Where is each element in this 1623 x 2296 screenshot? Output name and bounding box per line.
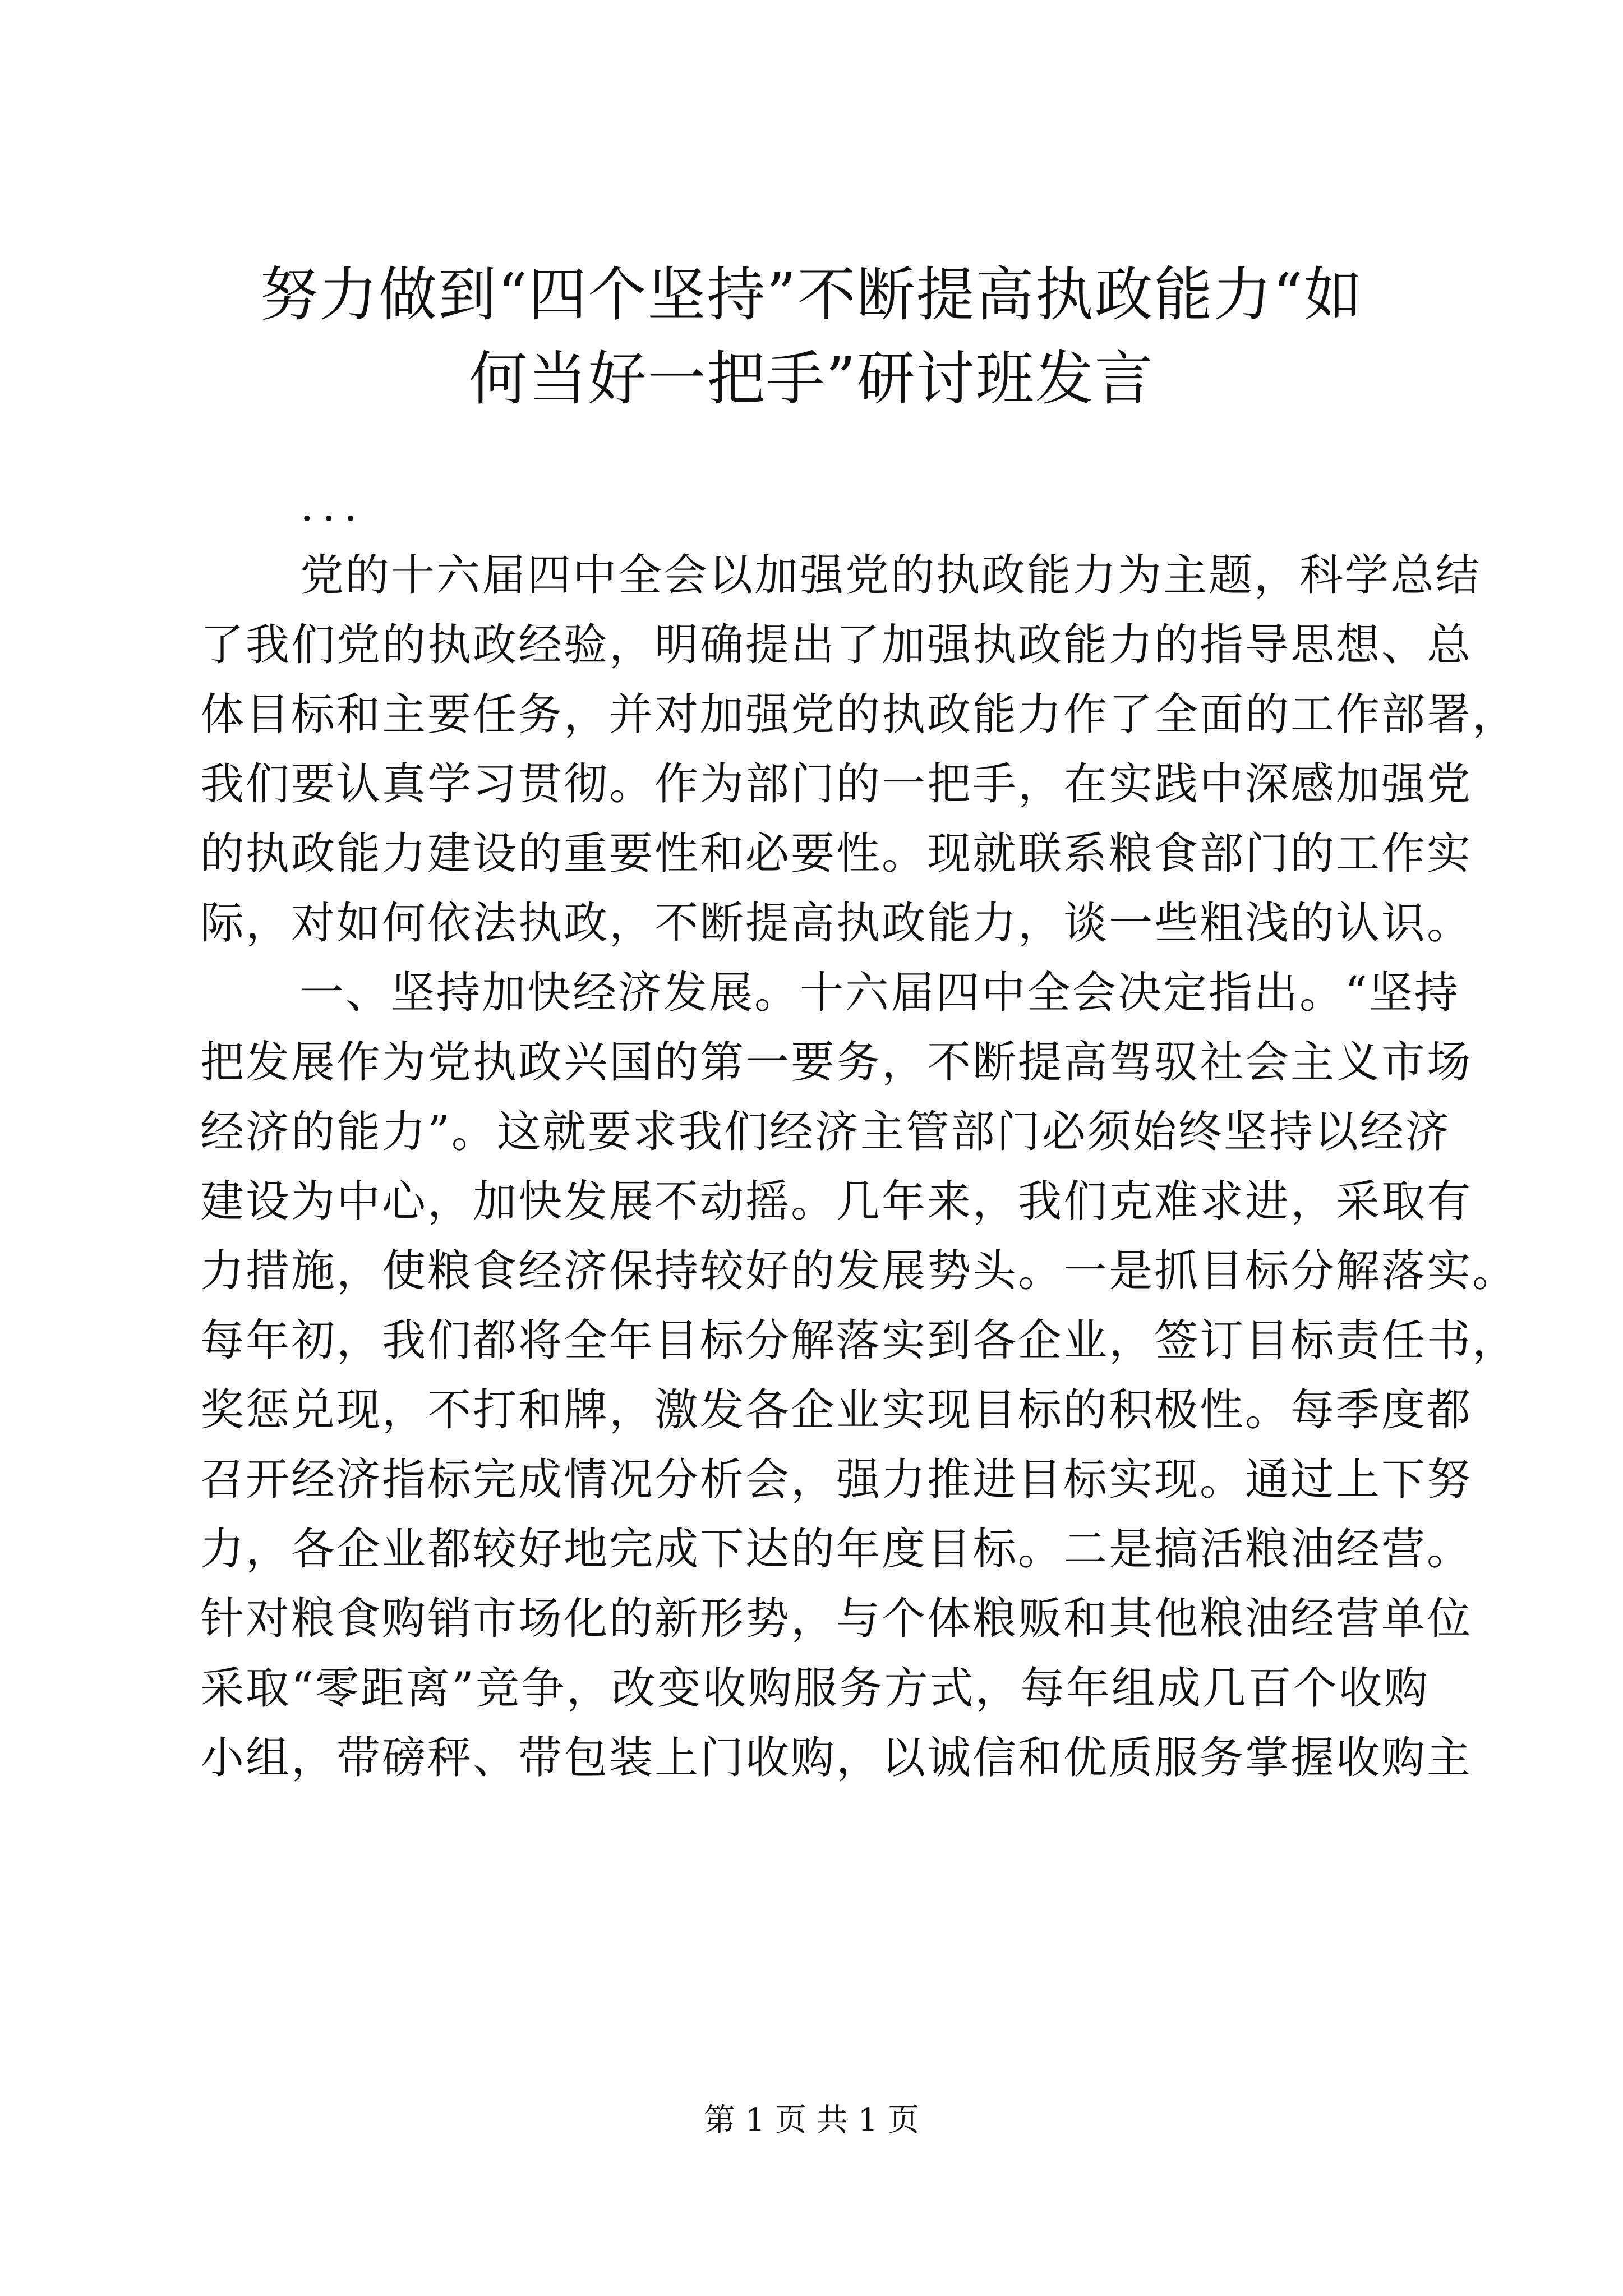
paragraph-line: 的执政能力建设的重要性和必要性。现就联系粮食部门的工作实: [200, 829, 1473, 879]
paragraph-line: 党的十六届四中全会以加强党的执政能力为主题，科学总结: [300, 550, 1482, 601]
paragraph-line: 力措施，使粮食经济保持较好的发展势头。一是抓目标分解落实。: [200, 1246, 1518, 1296]
paragraph-line: 我们要认真学习贯彻。作为部门的一把手，在实践中深感加强党: [200, 759, 1473, 809]
paragraph-line: 采取“零距离”竞争，改变收购服务方式，每年组成几百个收购: [200, 1663, 1430, 1714]
page-number: 第 1 页 共 1 页: [703, 2102, 920, 2138]
paragraph-line: 一、坚持加快经济发展。十六届四中全会决定指出。“坚持: [300, 968, 1460, 1018]
paragraph-line: 每年初，我们都将全年目标分解落实到各企业，签订目标责任书，: [200, 1315, 1518, 1366]
document-title: [168, 252, 1455, 421]
paragraph-line: 了我们党的执政经验，明确提出了加强执政能力的指导思想、总: [200, 620, 1473, 670]
paragraph-line: 经济的能力”。这就要求我们经济主管部门必须始终坚持以经济: [200, 1107, 1451, 1157]
paragraph-line: 召开经济指标完成情况分析会，强力推进目标实现。通过上下努: [200, 1455, 1473, 1505]
document-body: [200, 471, 1518, 1793]
paragraph-line: 小组，带磅秤、带包装上门收购，以诚信和优质服务掌握收购主: [200, 1733, 1473, 1783]
paragraph-line: 针对粮食购销市场化的新形势，与个体粮贩和其他粮油经营单位: [200, 1594, 1473, 1644]
paragraph-line: 力，各企业都较好地完成下达的年度目标。二是搞活粮油经营。: [200, 1524, 1473, 1575]
title-line-1: 努力做到“四个坚持”不断提高执政能力“如: [260, 260, 1363, 329]
paragraph-line: 际，对如何依法执政，不断提高执政能力，谈一些粗浅的认识。: [200, 898, 1473, 949]
title-line-2: 何当好一把手”研讨班发言: [469, 344, 1154, 413]
paragraph-line: 体目标和主要任务，并对加强党的执政能力作了全面的工作部署，: [200, 689, 1518, 740]
paragraph-line: 奖惩兑现，不打和牌，激发各企业实现目标的积极性。每季度都: [200, 1385, 1473, 1435]
page-footer: [0, 2098, 1623, 2143]
paragraph-line: 把发展作为党执政兴国的第一要务，不断提高驾驭社会主义市场: [200, 1037, 1473, 1088]
paragraph-line: 建设为中心，加快发展不动摇。几年来，我们克难求进，采取有: [200, 1176, 1473, 1227]
ellipsis-marker: ...: [300, 481, 366, 531]
